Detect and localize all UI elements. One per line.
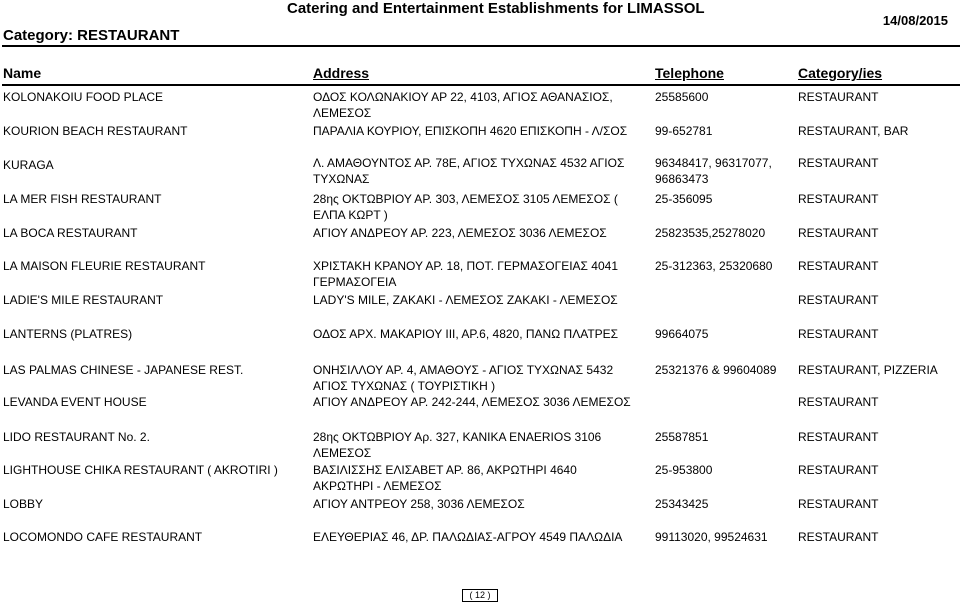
row-name: LIDO RESTAURANT No. 2. <box>3 430 150 444</box>
row-name: KOLONAKOIU FOOD PLACE <box>3 90 164 104</box>
row-category: RESTAURANT <box>798 395 879 409</box>
column-header-telephone: Telephone <box>655 65 724 81</box>
row-category: RESTAURANT <box>798 327 879 341</box>
row-telephone: 25587851 <box>655 430 709 444</box>
row-address: ΟΔΟΣ ΑΡΧ. ΜΑΚΑΡΙΟΥ ΙΙΙ, ΑΡ.6, 4820, ΠΑΝΩ ΠΛΑΤΡΕΣ <box>313 327 619 341</box>
row-category: RESTAURANT <box>798 90 879 104</box>
row-category: RESTAURANT <box>798 226 879 240</box>
row-name: LAS PALMAS CHINESE - JAPANESE REST. <box>3 363 244 377</box>
row-category: RESTAURANT <box>798 463 879 477</box>
row-name: LA MER FISH RESTAURANT <box>3 192 162 206</box>
page-number: ( 12 ) <box>462 589 497 602</box>
row-name: LANTERNS (PLATRES) <box>3 327 133 341</box>
row-telephone: 99113020, 99524631 <box>655 530 768 544</box>
row-telephone: 25-312363, 25320680 <box>655 259 773 273</box>
page-footer <box>0 589 960 602</box>
row-address: ΧΡΙΣΤΑΚΗ ΚΡΑΝΟΥ ΑΡ. 18, ΠΟΤ. ΓΕΡΜΑΣΟΓΕΙΑΣ 4041 ΓΕΡΜΑΣΟΓΕΙΑ <box>313 259 619 289</box>
row-category: RESTAURANT <box>798 497 879 511</box>
row-telephone: 96348417, 96317077, 96863473 <box>655 156 772 186</box>
row-address: 28ης ΟΚΤΩΒΡΙΟΥ ΑΡ. 303, ΛΕΜΕΣΟΣ 3105 ΛΕΜΕΣΟΣ ( ΕΛΠΑ ΚΩΡΤ ) <box>313 192 618 222</box>
row-name: KURAGA <box>3 158 54 172</box>
row-address: 28ης ΟΚΤΩΒΡΙΟΥ Αρ. 327, KANIKA ENAERIOS 3106 ΛΕΜΕΣΟΣ <box>313 430 602 460</box>
row-category: RESTAURANT <box>798 293 879 307</box>
category-label: Category: RESTAURANT <box>3 27 180 44</box>
row-name: LADIE'S MILE RESTAURANT <box>3 293 164 307</box>
row-address: ΑΓΙΟΥ ΑΝΔΡΕΟΥ ΑΡ. 242-244, ΛΕΜΕΣΟΣ 3036 ΛΕΜΕΣΟΣ <box>313 395 631 409</box>
row-address: LADY'S MILE, ΖΑΚΑΚΙ - ΛΕΜΕΣΟΣ ΖΑΚΑΚΙ - ΛΕΜΕΣΟΣ <box>313 293 618 307</box>
row-telephone: 25585600 <box>655 90 709 104</box>
column-header-name: Name <box>3 65 42 81</box>
row-address: ΟΔΟΣ ΚΟΛΩΝΑΚΙΟΥ ΑΡ 22, 4103, ΑΓΙΟΣ ΑΘΑΝΑΣΙΟΣ, ΛΕΜΕΣΟΣ <box>313 90 613 120</box>
column-header-rule <box>2 84 960 86</box>
row-address: ΟΝΗΣΙΛΛΟΥ ΑΡ. 4, ΑΜΑΘΟΥΣ - ΑΓΙΟΣ ΤΥΧΩΝΑΣ 5432 ΑΓΙΟΣ ΤΥΧΩΝΑΣ ( ΤΟΥΡΙΣΤΙΚΗ ) <box>313 363 614 393</box>
row-address: ΠΑΡΑΛΙΑ ΚΟΥΡΙΟΥ, ΕΠΙΣΚΟΠΗ 4620 ΕΠΙΣΚΟΠΗ - Λ/ΣΟΣ <box>313 124 628 138</box>
row-address: ΑΓΙΟΥ ΑΝΔΡΕΟΥ ΑΡ. 223, ΛΕΜΕΣΟΣ 3036 ΛΕΜΕΣΟΣ <box>313 226 607 240</box>
row-telephone: 25321376 & 99604089 <box>655 363 777 377</box>
row-name: LEVANDA EVENT HOUSE <box>3 395 147 409</box>
row-address: ΒΑΣΙΛΙΣΣΗΣ ΕΛΙΣΑΒΕΤ ΑΡ. 86, ΑΚΡΩΤΗΡΙ 4640 ΑΚΡΩΤΗΡΙ - ΛΕΜΕΣΟΣ <box>313 463 577 493</box>
row-address: ΑΓΙΟΥ ΑΝΤΡΕΟΥ 258, 3036 ΛΕΜΕΣΟΣ <box>313 497 525 511</box>
row-name: LOCOMONDO CAFE RESTAURANT <box>3 530 203 544</box>
row-category: RESTAURANT <box>798 259 879 273</box>
row-telephone: 25-356095 <box>655 192 713 206</box>
row-category: RESTAURANT <box>798 192 879 206</box>
row-telephone: 25-953800 <box>655 463 713 477</box>
row-address: ΕΛΕΥΘΕΡΙΑΣ 46, ΔΡ. ΠΑΛΩΔΙΑΣ-ΑΓΡΟΥ 4549 ΠΑΛΩΔΙΑ <box>313 530 623 544</box>
report-date: 14/08/2015 <box>882 13 948 28</box>
row-telephone: 99-652781 <box>655 124 713 138</box>
row-telephone: 25823535,25278020 <box>655 226 766 240</box>
column-header-category: Category/ies <box>798 65 883 81</box>
row-category: RESTAURANT, BAR <box>798 124 909 138</box>
row-category: RESTAURANT, PIZZERIA <box>798 363 938 377</box>
column-header-address: Address <box>313 65 370 81</box>
row-name: LOBBY <box>3 497 44 511</box>
row-category: RESTAURANT <box>798 156 879 170</box>
row-address: Λ. ΑΜΑΘΟΥΝΤΟΣ ΑΡ. 78Ε, ΑΓΙΟΣ ΤΥΧΩΝΑΣ 4532 ΑΓΙΟΣ ΤΥΧΩΝΑΣ <box>313 156 625 186</box>
row-category: RESTAURANT <box>798 430 879 444</box>
row-name: KOURION BEACH RESTAURANT <box>3 124 188 138</box>
row-category: RESTAURANT <box>798 530 879 544</box>
row-name: LA BOCA RESTAURANT <box>3 226 138 240</box>
row-telephone: 25343425 <box>655 497 709 511</box>
row-name: LA MAISON FLEURIE RESTAURANT <box>3 259 206 273</box>
header-rule <box>2 45 960 47</box>
document-title: Catering and Entertainment Establishments for LIMASSOL <box>287 0 705 17</box>
row-name: LIGHTHOUSE CHIKA RESTAURANT ( AKROTIRI ) <box>3 463 278 477</box>
row-telephone: 99664075 <box>655 327 709 341</box>
